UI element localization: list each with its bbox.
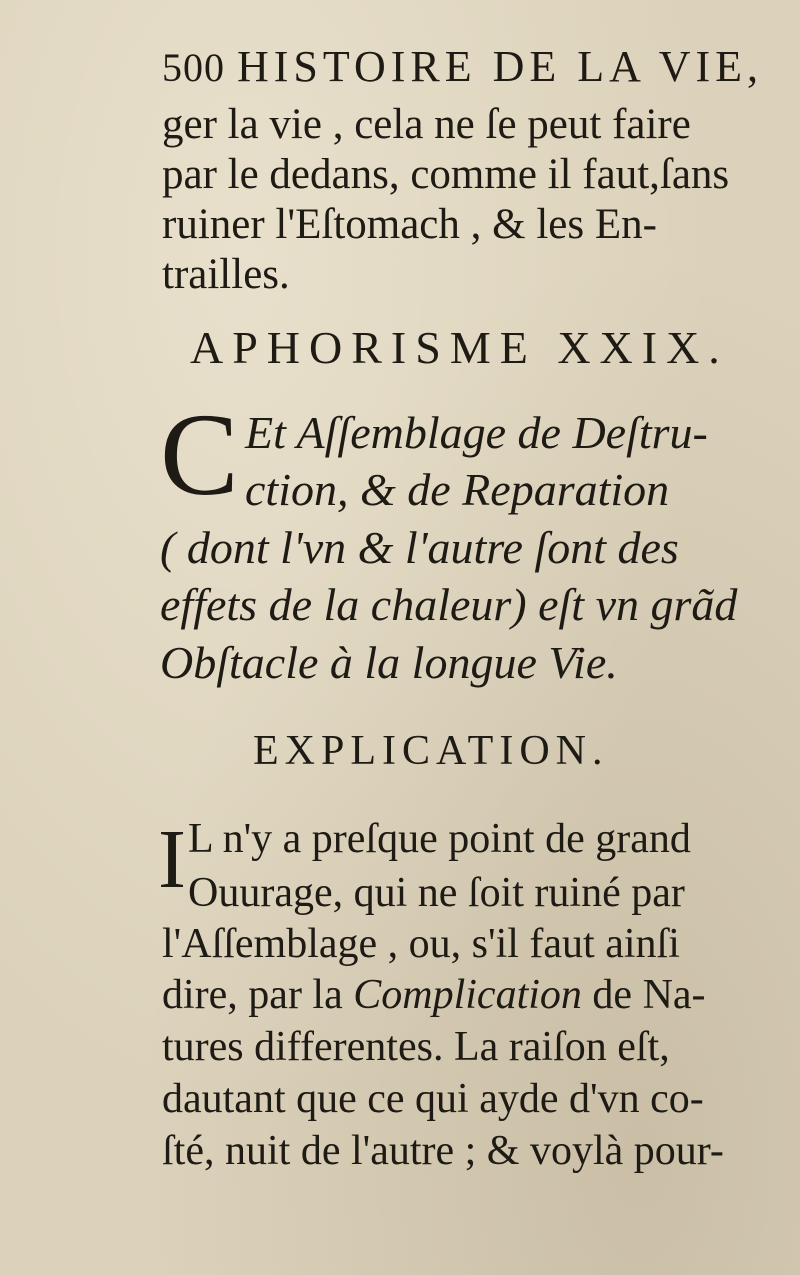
aphorism-line: effets de la chaleur) eſt vn grãd	[160, 579, 738, 630]
body-line: dautant que ce qui ayde d'vn co-	[162, 1076, 704, 1122]
intro-line: par le dedans, comme il faut,ſans	[162, 151, 730, 198]
body-line: L n'y a preſque point de grand	[188, 816, 691, 862]
aphorism-line: Obſtacle à la longue Vie.	[160, 637, 618, 688]
body-line: tures differentes. La raiſon eſt,	[162, 1024, 670, 1070]
drop-cap-i: I	[158, 813, 186, 906]
aphorism-line: ction, & de Reparation	[245, 464, 670, 515]
body-text: de Na-	[581, 972, 706, 1018]
aphorism-line: ( dont l'vn & l'autre ſont des	[160, 522, 679, 573]
intro-line: ruiner l'Eſtomach , & les En-	[162, 201, 657, 248]
drop-cap-c: C	[160, 389, 239, 520]
page-number: 500	[162, 45, 225, 90]
body-line: l'Aſſemblage , ou, s'il faut ainſi	[162, 921, 680, 967]
running-title: HISTOIRE DE LA VIE,	[237, 42, 764, 91]
explication-heading: EXPLICATION.	[253, 728, 609, 774]
aphorism-line: Et Aſſemblage de Deſtru-	[245, 407, 708, 458]
intro-line: ger la vie , cela ne ſe peut faire	[162, 101, 691, 148]
body-text: dire, par la	[162, 972, 354, 1018]
running-header	[162, 42, 764, 91]
intro-line: trailles.	[162, 251, 290, 298]
body-line: ſté, nuit de l'autre ; & voylà pour-	[162, 1128, 724, 1174]
italic-term: Complication	[353, 972, 582, 1018]
body-line	[162, 974, 706, 1016]
aphorism-heading: APHORISME XXIX.	[190, 322, 729, 373]
body-line: Ouurage, qui ne ſoit ruiné par	[188, 870, 685, 916]
